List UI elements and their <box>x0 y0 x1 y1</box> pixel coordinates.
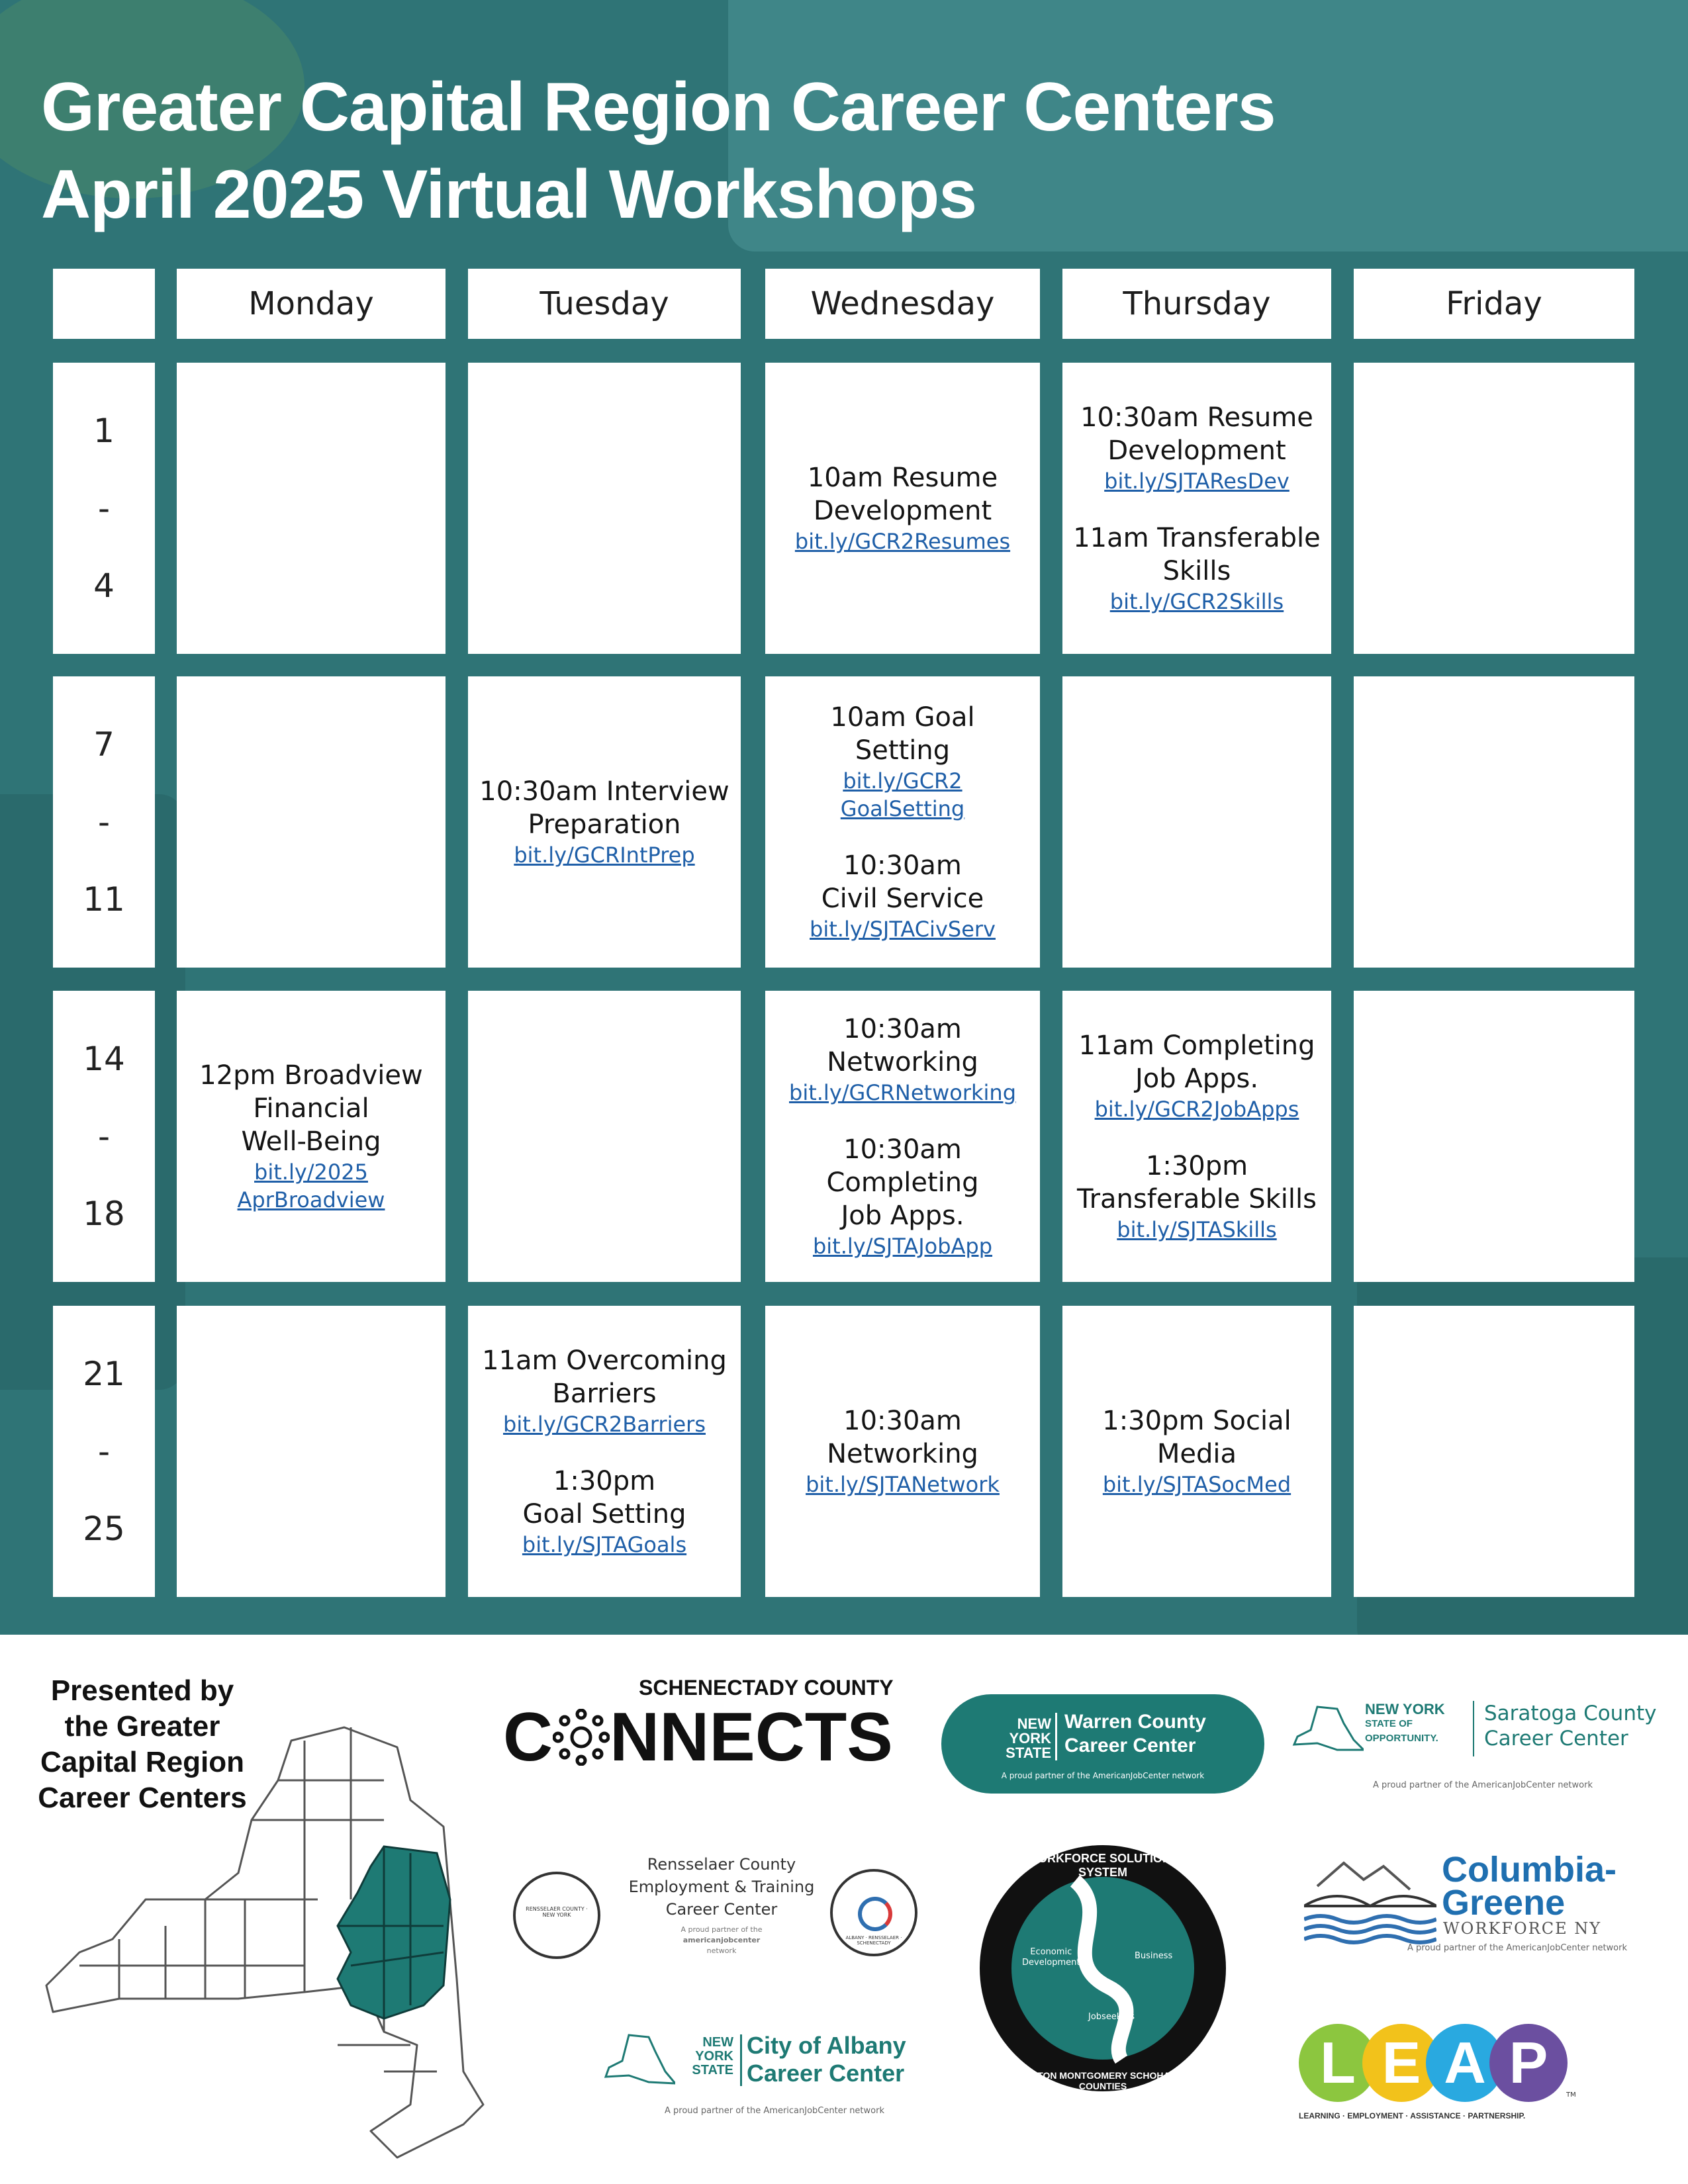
workshop-title-line: Media <box>1156 1439 1237 1469</box>
albany-career-center-logo <box>602 2032 947 2124</box>
workshop-title-line: Setting <box>855 735 951 766</box>
workshop-title-line: Well-Being <box>241 1126 381 1157</box>
albany-state-word: YORK <box>695 2049 733 2064</box>
workshop-link[interactable]: bit.ly/SJTAJobApp <box>812 1234 993 1259</box>
saratoga-state-word: OPPORTUNITY. <box>1365 1733 1438 1744</box>
bridge-mountain-icon <box>1304 1860 1436 1946</box>
workshop-link[interactable]: bit.ly/SJTACivServ <box>810 917 996 942</box>
workshop-link[interactable]: bit.ly/SJTASocMed <box>1102 1472 1291 1497</box>
day-header-monday: Monday <box>177 269 445 339</box>
rensselaer-partner-line: A proud partner of the <box>680 1925 763 1934</box>
workshop-title-line: Development <box>1107 435 1286 466</box>
day-cell-tuesday <box>468 676 741 968</box>
leap-letter-a: A <box>1426 2024 1504 2102</box>
workshop-event <box>1078 1029 1315 1123</box>
week-range-start: 1 <box>93 411 115 450</box>
warren-name-line: Career Center <box>1064 1735 1196 1756</box>
ars-seal <box>830 1869 917 1956</box>
workshop-link[interactable]: bit.ly/GCR2Barriers <box>503 1412 706 1437</box>
saratoga-name-line: Career Center <box>1484 1727 1628 1751</box>
presented-by-line: Career Centers <box>38 1782 247 1814</box>
leap-logo <box>1299 2024 1583 2130</box>
workshop-title-line: 10:30am <box>843 1406 962 1436</box>
fms-economic-line: Development <box>1022 1958 1080 1968</box>
fms-business-label: Business <box>1135 1951 1173 1961</box>
albany-state-word: STATE <box>692 2063 733 2077</box>
workshop-title-line: Goal Setting <box>522 1499 686 1529</box>
workshop-link[interactable]: bit.ly/SJTAResDev <box>1104 469 1289 494</box>
columbia-name-line: Greene <box>1442 1883 1566 1923</box>
week-range-end: 18 <box>83 1195 125 1234</box>
title-line-1: Greater Capital Region Career Centers <box>41 69 1276 146</box>
rensselaer-partner-line: americanjobcenter <box>682 1936 761 1944</box>
leap-letters <box>1299 2024 1577 2102</box>
workshop-link[interactable]: bit.ly/GCRNetworking <box>789 1080 1016 1105</box>
workshop-title-line: Financial <box>253 1093 369 1124</box>
workshop-link[interactable]: GoalSetting <box>840 796 965 821</box>
workshop-link[interactable]: bit.ly/SJTANetwork <box>806 1472 1000 1497</box>
columbia-greene-logo <box>1304 1850 1648 1966</box>
workshop-title-line: 12pm Broadview <box>199 1060 423 1091</box>
week-range-sep: - <box>97 802 111 841</box>
workshop-event <box>1102 1404 1291 1498</box>
albany-name-line: City of Albany <box>747 2032 906 2059</box>
day-header-friday: Friday <box>1354 269 1634 339</box>
week-range-end: 4 <box>93 567 115 606</box>
day-cell-wednesday <box>765 676 1040 968</box>
columbia-name-line: Columbia- <box>1442 1850 1617 1889</box>
week-range-start: 14 <box>83 1039 125 1078</box>
workshop-title-line: 11am Transferable <box>1073 523 1321 553</box>
workshop-event <box>795 461 1010 555</box>
workshop-event <box>479 775 729 869</box>
day-cell-tuesday <box>468 363 741 654</box>
warren-name-line: Warren County <box>1064 1711 1206 1733</box>
day-cell-friday <box>1354 363 1634 654</box>
warren-partner-text: A proud partner of the AmericanJobCenter network <box>1001 1771 1205 1780</box>
title-line-2: April 2025 Virtual Workshops <box>41 156 977 233</box>
workshop-event <box>769 1133 1036 1260</box>
leap-sub-text: LEARNING · EMPLOYMENT · ASSISTANCE · PARTNERSHIP. <box>1299 2111 1526 2120</box>
presented-by-line: Presented by <box>50 1674 234 1707</box>
day-cell-monday <box>177 363 445 654</box>
ny-state-icon <box>972 1717 1051 1760</box>
day-cell-friday <box>1354 991 1634 1282</box>
schenectady-c-letter: C <box>503 1699 553 1776</box>
day-cell-friday <box>1354 1306 1634 1597</box>
saratoga-partner-text: A proud partner of the AmericanJobCenter network <box>1372 1780 1593 1790</box>
warren-state-word: YORK <box>1009 1730 1051 1747</box>
warren-state-word: STATE <box>1006 1745 1051 1761</box>
workshop-link[interactable]: bit.ly/GCR2JobApps <box>1094 1097 1299 1122</box>
workshop-title-line: 1:30pm <box>553 1466 656 1496</box>
ars-seal-icon <box>858 1897 892 1931</box>
day-cell-monday <box>177 1306 445 1597</box>
workshop-link[interactable]: bit.ly/GCRIntPrep <box>514 842 695 868</box>
workshop-title-line: Civil Service <box>821 884 984 914</box>
day-cell-wednesday <box>765 1306 1040 1597</box>
workshop-title-line: 10:30am Completing <box>826 1134 979 1198</box>
connects-hub-icon <box>553 1706 610 1763</box>
workshop-link[interactable]: AprBroadview <box>237 1187 385 1212</box>
ny-state-map <box>40 1701 490 2177</box>
fms-economic-line: Economic <box>1030 1947 1072 1957</box>
fms-jobseekers-label: Jobseekers <box>1088 2012 1135 2022</box>
workshop-title-line: 10:30am Resume <box>1080 402 1313 433</box>
week-range-end: 11 <box>83 880 125 919</box>
workshop-title-line: 10:30am <box>843 1014 962 1044</box>
ars-seal-text: ALBANY · RENSSELAER · SCHENECTADY <box>845 1935 902 1946</box>
workshop-title-line: Networking <box>827 1047 978 1077</box>
leap-letter-e: E <box>1362 2024 1440 2102</box>
workshop-title-line: Job Apps. <box>1135 1064 1259 1094</box>
fms-ring-bottom-text: FULTON MONTGOMERY SCHOHARIE COUNTIES <box>1020 2070 1186 2091</box>
sponsors-footer <box>0 1635 1688 2184</box>
workshop-title-line: Skills <box>1162 556 1231 586</box>
workshop-event <box>810 849 996 943</box>
day-cell-thursday <box>1062 676 1331 968</box>
workshop-title-line: 11am Completing <box>1078 1030 1315 1061</box>
workshop-event <box>830 701 974 823</box>
day-cell-wednesday <box>765 363 1040 654</box>
day-header-tuesday: Tuesday <box>468 269 741 339</box>
workshop-event <box>1073 522 1321 615</box>
rensselaer-seal <box>513 1872 600 1959</box>
day-cell-thursday <box>1062 991 1331 1282</box>
week-range-start: 21 <box>83 1354 125 1393</box>
warren-state-word: NEW <box>1017 1715 1051 1732</box>
saratoga-state-word: NEW YORK <box>1365 1701 1445 1717</box>
rensselaer-partner-line: network <box>706 1946 737 1955</box>
workshop-link[interactable]: bit.ly/GCR2 <box>843 768 962 794</box>
day-header-thursday: Thursday <box>1062 269 1331 339</box>
week-range-sep: - <box>97 1432 111 1471</box>
rensselaer-name-line: Career Center <box>665 1900 778 1919</box>
week-range-start: 7 <box>93 725 115 764</box>
saratoga-state-word: STATE OF <box>1365 1718 1413 1729</box>
workshop-title-line: Barriers <box>552 1379 657 1409</box>
ny-state-outline-icon <box>602 2032 675 2091</box>
warren-county-logo <box>941 1694 1264 1794</box>
week-range-sep: - <box>97 1116 111 1156</box>
day-cell-tuesday <box>468 1306 741 1597</box>
leap-letter-l: L <box>1299 2024 1377 2102</box>
columbia-sub-text: WORKFORCE NY <box>1443 1919 1602 1938</box>
workshop-title-line: 10:30am <box>843 850 962 881</box>
rensselaer-career-center-logo <box>622 1853 821 1956</box>
rensselaer-name-line: Rensselaer County <box>647 1855 796 1874</box>
workshop-title-line: Preparation <box>528 809 681 840</box>
day-cell-thursday <box>1062 363 1331 654</box>
day-cell-monday <box>177 676 445 968</box>
schenectady-top-text: SCHENECTADY COUNTY <box>639 1676 894 1700</box>
albany-name-line: Career Center <box>747 2060 905 2087</box>
workshop-event <box>1077 1150 1317 1244</box>
workshop-link[interactable]: bit.ly/GCR2Resumes <box>794 529 1011 554</box>
leap-letter-p: P <box>1489 2024 1568 2102</box>
albany-partner-text: A proud partner of the AmericanJobCenter network <box>664 2106 884 2116</box>
ny-state-outline-icon <box>1291 1704 1364 1756</box>
workshop-event <box>522 1465 686 1559</box>
workshop-event <box>806 1404 1000 1498</box>
workshop-title-line: 10am Resume <box>807 463 998 493</box>
workshop-event <box>1080 401 1313 495</box>
week-date-range <box>53 1306 155 1597</box>
rensselaer-seal-text: RENSSELAER COUNTY · NEW YORK <box>526 1906 588 1918</box>
day-cell-thursday <box>1062 1306 1331 1597</box>
schenectady-rest: NNECTS <box>610 1699 893 1776</box>
workshop-link[interactable]: bit.ly/SJTAGoals <box>522 1532 687 1557</box>
fms-ring-top-text: WORKFORCE SOLUTIONS SYSTEM <box>1027 1852 1179 1879</box>
leap-tm: TM <box>1566 2091 1576 2099</box>
day-cell-wednesday <box>765 991 1040 1282</box>
workshop-title-line: 1:30pm Social <box>1102 1406 1291 1436</box>
presented-by-line: the Greater <box>64 1710 220 1743</box>
day-cell-tuesday <box>468 991 741 1282</box>
albany-state-word: NEW <box>702 2035 733 2050</box>
saratoga-name-line: Saratoga County <box>1484 1702 1657 1725</box>
workshop-title-line: 10:30am Interview <box>479 776 729 807</box>
workshop-event <box>199 1059 422 1214</box>
workshop-title-line: 10am Goal <box>830 702 975 733</box>
presented-by-line: Capital Region <box>40 1746 245 1778</box>
schenectady-connects-logo <box>503 1674 914 1774</box>
week-range-end: 25 <box>83 1510 125 1549</box>
day-cell-monday <box>177 991 445 1282</box>
week-date-range <box>53 991 155 1282</box>
workshop-event <box>482 1344 727 1438</box>
workshop-title-line: Job Apps. <box>841 1201 964 1231</box>
workshop-link[interactable]: bit.ly/GCR2Skills <box>1109 589 1284 614</box>
workshop-title-line: Development <box>813 496 992 526</box>
workshop-title-line: 1:30pm <box>1145 1151 1248 1181</box>
workshop-title-line: Transferable Skills <box>1077 1184 1317 1214</box>
week-range-sep: - <box>97 488 111 527</box>
workshop-title-line: Networking <box>827 1439 978 1469</box>
workforce-solutions-logo <box>976 1841 1230 2095</box>
workshop-link[interactable]: bit.ly/2025 <box>254 1160 368 1185</box>
week-date-range <box>53 676 155 968</box>
rensselaer-name-line: Employment & Training <box>628 1878 815 1896</box>
page-title <box>41 64 1276 238</box>
header-corner-cell <box>53 269 155 339</box>
workshop-link[interactable]: bit.ly/SJTASkills <box>1117 1217 1277 1242</box>
week-date-range <box>53 363 155 654</box>
day-header-wednesday: Wednesday <box>765 269 1040 339</box>
workshop-title-line: 11am Overcoming <box>482 1345 727 1376</box>
day-cell-friday <box>1354 676 1634 968</box>
saratoga-county-logo <box>1291 1701 1662 1794</box>
columbia-partner-text: A proud partner of the AmericanJobCenter network <box>1407 1943 1628 1953</box>
workshop-event <box>789 1013 1016 1107</box>
